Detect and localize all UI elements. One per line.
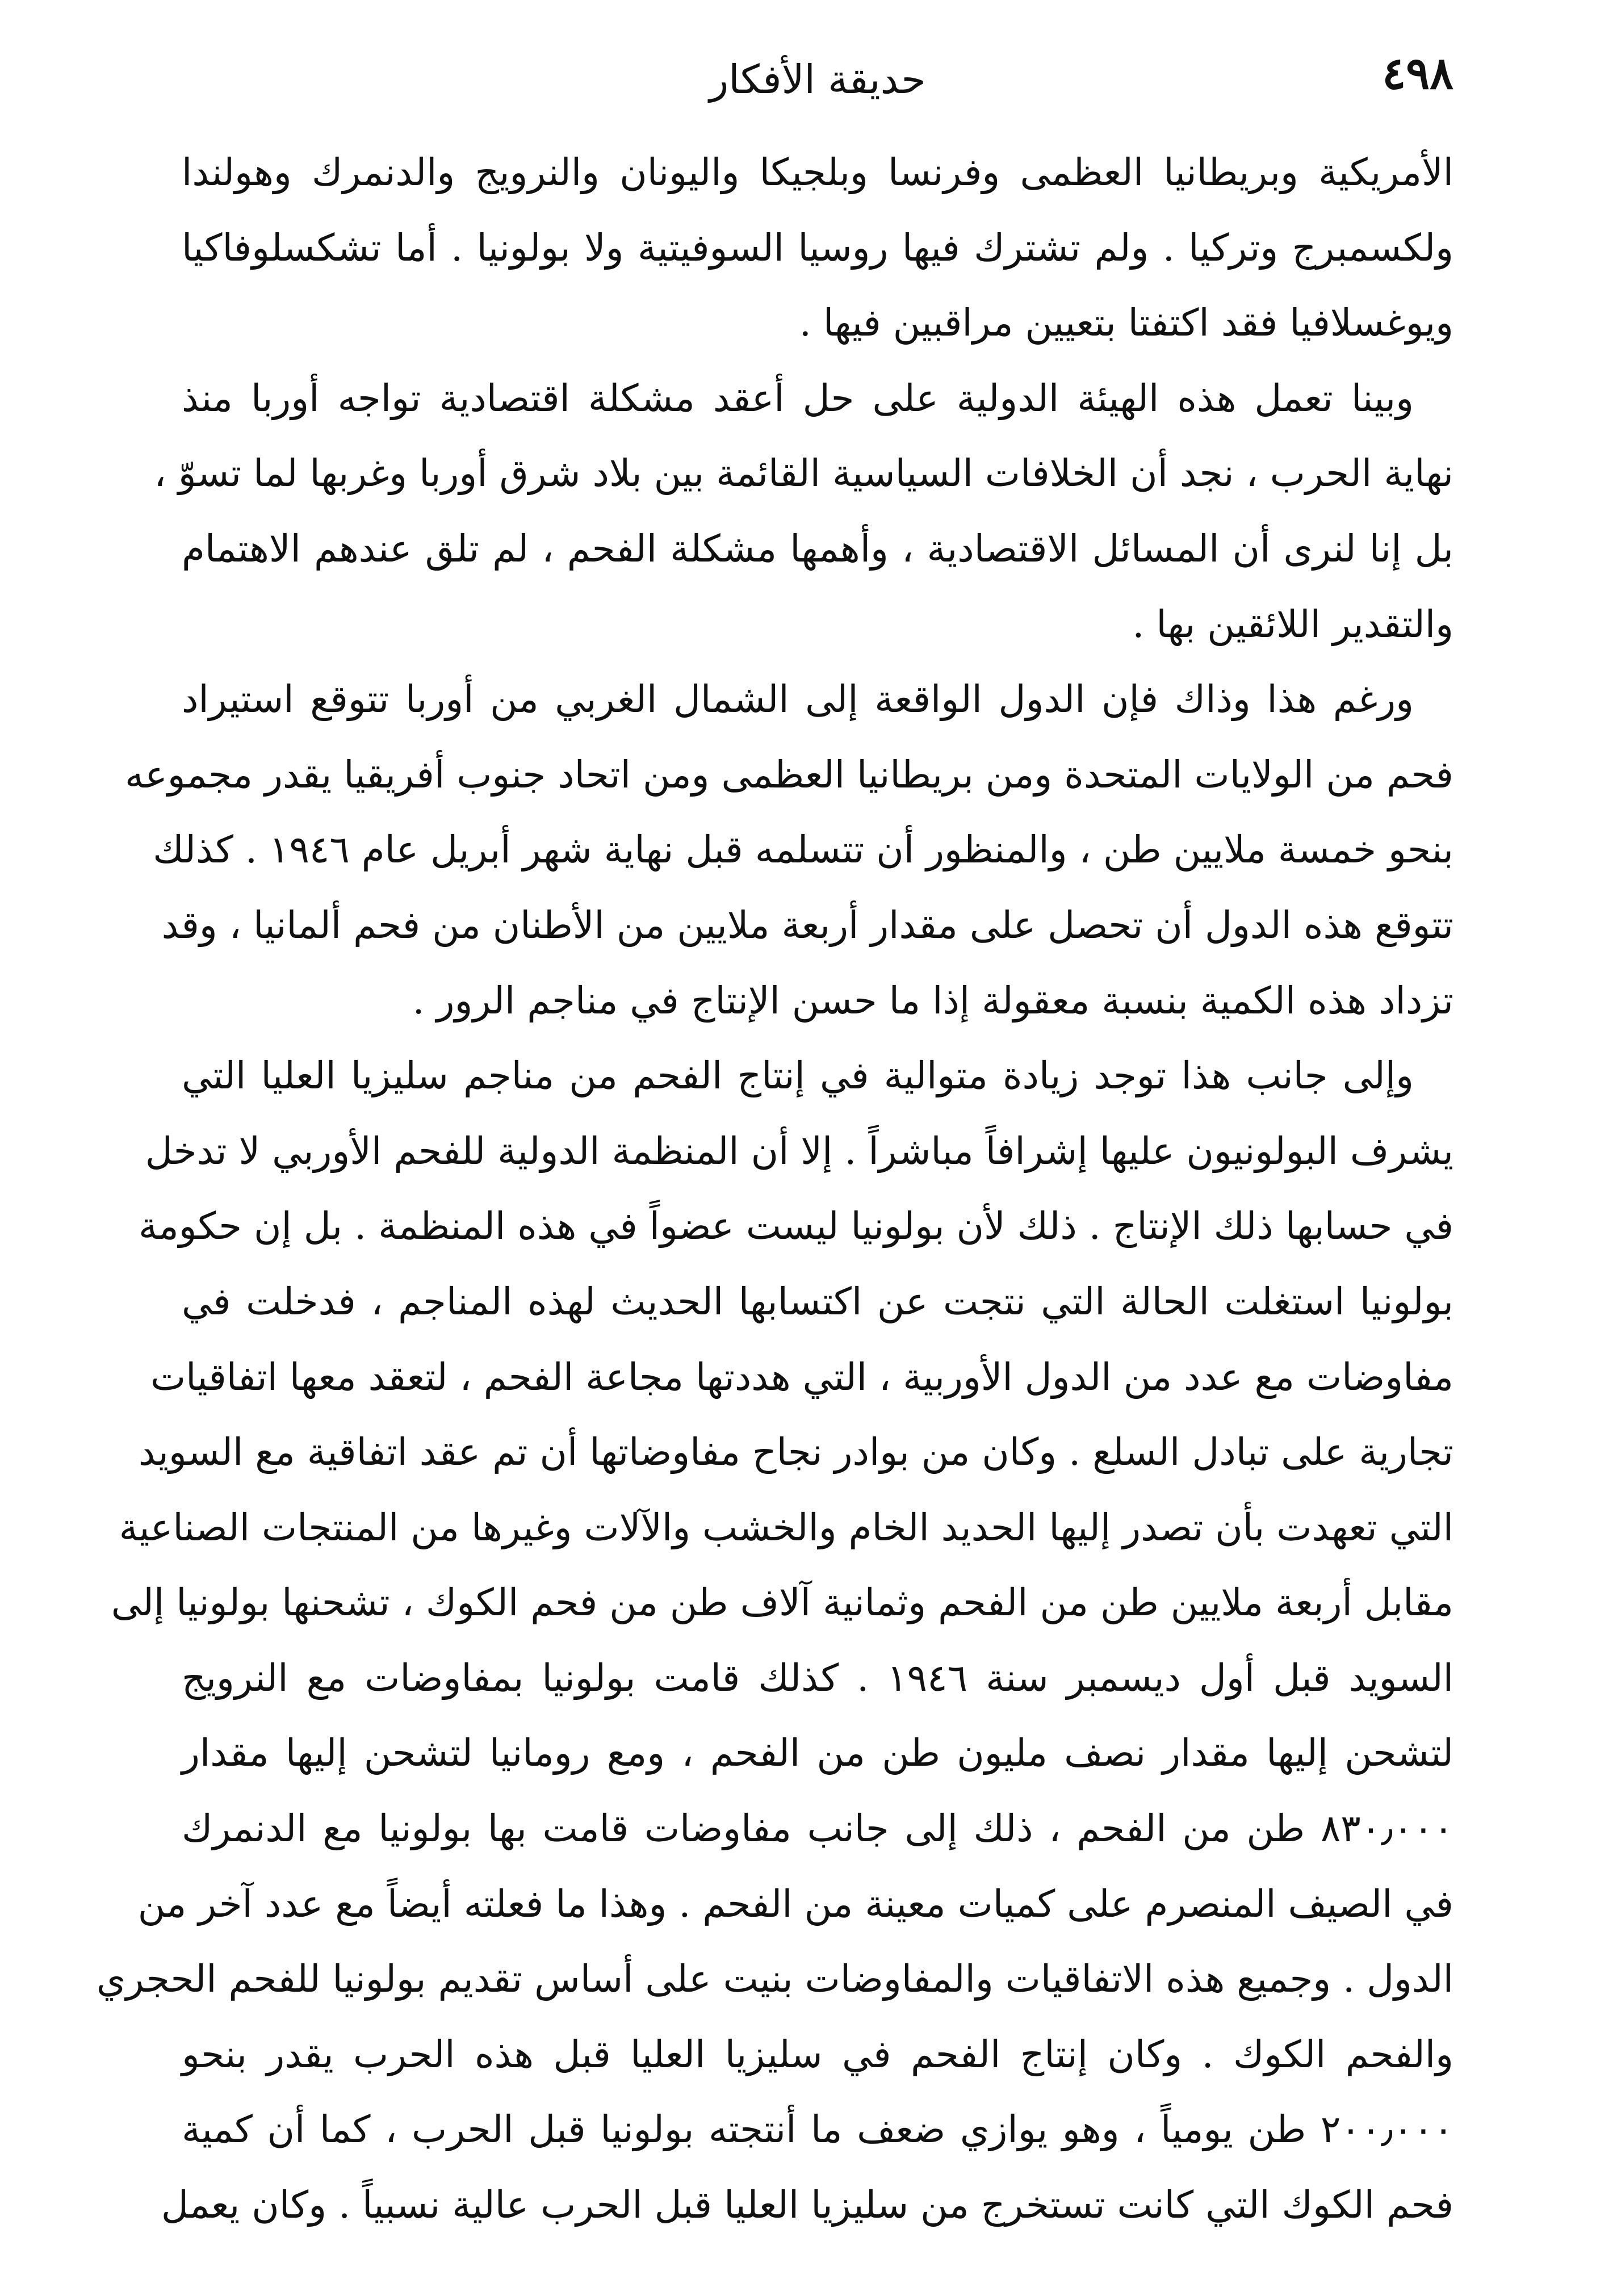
text-line: الأمريكية وبريطانيا العظمى وفرنسا وبلجيكا واليونان والنرويج والدنمرك وهولندا [182,150,1453,194]
text-line: وبينا تعمل هذه الهيئة الدولية على حل أعقد مشكلة اقتصادية تواجه أوربا منذ [182,376,1414,420]
text-line: بنحو خمسة ملايين طن ، والمنظور أن تتسلمه قبل نهاية شهر أبريل عام ١٩٤٦ . كذلك [153,828,1453,872]
text-line: يشرف البولونيون عليها إشرافاً مباشراً . إلا أن المنظمة الدولية للفحم الأوربي لا تدخل [145,1129,1453,1173]
running-title: حديقة الأفكار [709,56,926,103]
text-line: تتوقع هذه الدول أن تحصل على مقدار أربعة ملايين من الأطنان من فحم ألمانيا ، وقد [161,903,1453,947]
text-line: فحم من الولايات المتحدة ومن بريطانيا العظمى ومن اتحاد جنوب أفريقيا يقدر مجموعه [125,752,1453,797]
text-line: تجارية على تبادل السلع . وكان من بوادر نجاح مفاوضاتها أن تم عقد اتفاقية مع السويد [138,1430,1453,1474]
text-line: في حسابها ذلك الإنتاج . ذلك لأن بولونيا ليست عضواً في هذه المنظمة . بل إن حكومة [138,1204,1453,1248]
text-line: فحم الكوك التي كانت تستخرج من سليزيا العليا قبل الحرب عالية نسبياً . وكان يعمل [161,2183,1453,2227]
text-line: تزداد هذه الكمية بنسبة معقولة إذا ما حسن الإنتاج في مناجم الرور . [412,978,1453,1023]
page-number: ٤٩٨ [1382,48,1453,99]
text-line: وإلى جانب هذا توجد زيادة متوالية في إنتاج الفحم من مناجم سليزيا العليا التي [182,1054,1414,1098]
text-line: بل إنا لنرى أن المسائل الاقتصادية ، وأهمها مشكلة الفحم ، لم تلق عندهم الاهتمام [182,526,1453,571]
text-line: بولونيا استغلت الحالة التي نتجت عن اكتسابها الحديث لهذه المناجم ، فدخلت في [182,1279,1453,1323]
text-line: السويد قبل أول ديسمبر سنة ١٩٤٦ . كذلك قامت بولونيا بمفاوضات مع النرويج [182,1656,1454,1700]
text-line: والفحم الكوك . وكان إنتاج الفحم في سليزيا العليا قبل هذه الحرب يقدر بنحو [182,2032,1453,2076]
text-line: في الصيف المنصرم على كميات معينة من الفحم . وهذا ما فعلته أيضاً مع عدد آخر من [137,1882,1453,1926]
text-line: مقابل أربعة ملايين طن من الفحم وثمانية آلاف طن من فحم الكوك ، تشحنها بولونيا إلى [111,1581,1453,1625]
text-line: نهاية الحرب ، نجد أن الخلافات السياسية القائمة بين بلاد شرق أوربا وغربها لما تسوّ ، [154,451,1453,496]
text-line: التي تعهدت بأن تصدر إليها الحديد الخام والخشب والآلات وغيرها من المنتجات الصناعية [119,1505,1453,1549]
text-line: والتقدير اللائقين بها . [1132,602,1453,646]
text-line: الدول . وجميع هذه الاتفاقيات والمفاوضات بنيت على أساس تقديم بولونيا للفحم الحجري [96,1957,1453,2001]
text-line: ورغم هذا وذاك فإن الدول الواقعة إلى الشمال الغربي من أوربا تتوقع استيراد [182,677,1414,722]
page-header [182,40,1453,125]
text-line: مفاوضات مع عدد من الدول الأوربية ، التي هددتها مجاعة الفحم ، لتعقد معها اتفاقيات [150,1355,1453,1399]
text-line: ويوغسلافيا فقد اكتفتا بتعيين مراقبين فيها . [799,301,1453,345]
text-line: لتشحن إليها مقدار نصف مليون طن من الفحم ، ومع رومانيا لتشحن إليها مقدار [182,1731,1453,1775]
text-line: ولكسمبرج وتركيا . ولم تشترك فيها روسيا السوفيتية ولا بولونيا . أما تشكسلوفاكيا [182,225,1453,270]
text-line: ٨٣٠٫٠٠٠ طن من الفحم ، ذلك إلى جانب مفاوضات قامت بها بولونيا مع الدنمرك [182,1807,1453,1851]
text-line: ٢٠٠٫٠٠٠ طن يومياً ، وهو يوازي ضعف ما أنتجته بولونيا قبل الحرب ، كما أن كمية [182,2108,1453,2152]
body-text [96,135,1454,2243]
